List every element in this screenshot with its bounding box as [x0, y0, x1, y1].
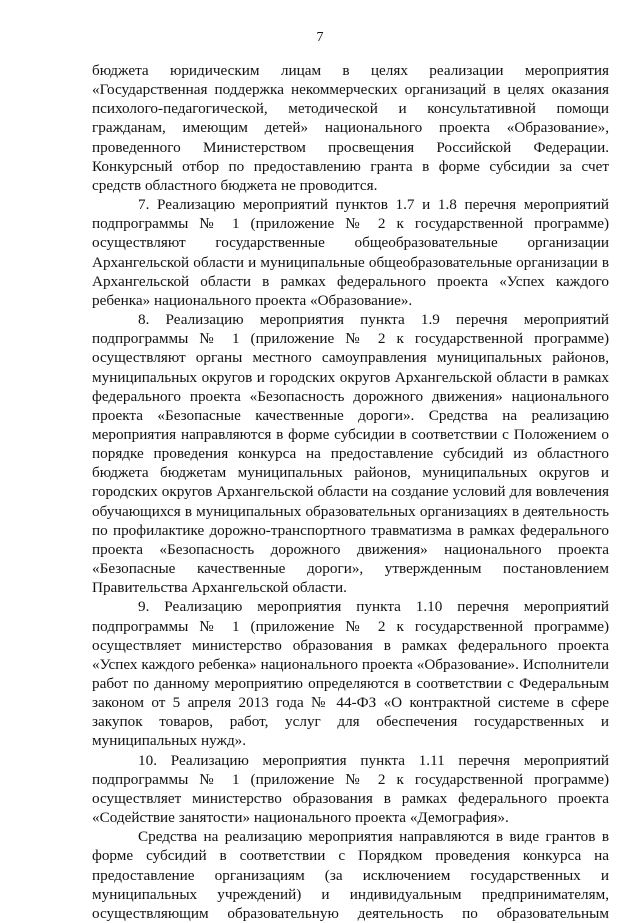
paragraph-funding: Средства на реализацию мероприятия направляются в виде грантов в форме субсидий в соответствии с Порядком проведения конкурса на предоставление организациям (за исключением государственных и муниципальных учреждений) и индивидуальным предпринимателям, осуществляющим образовательную деятельность по образовательным — [92, 828, 609, 922]
paragraph-item-8: 8. Реализацию мероприятия пункта 1.9 перечня мероприятий подпрограммы № 1 (приложение № 2 к государственной программе) осуществляют органы местного самоуправления муниципальных районов, муниципальных округов и городских округов Архангельской области в рамках федерального проекта «Безопасность дорожного движения» национального проекта «Безопасные качественные дороги». Средства на реализацию мероприятия направляются в форме субсидии в соответствии с Положением о порядке проведения конкурса на предоставление субсидий из областного бюджета бюджетам муниципальных районов, муниципальных округов и городских округов Архангельской области на создание условий для вовлечения обучающихся в муниципальных образовательных организациях в деятельность по профилактике дорожно-транспортного травматизма в рамках федерального проекта «Безопасность дорожного движения» национального проекта «Безопасные качественные дороги», утвержденным постановлением Правительства Архангельской области. — [92, 311, 609, 597]
document-body — [92, 61, 609, 923]
paragraph-continuation: бюджета юридическим лицам в целях реализации мероприятия «Государственная поддержка некоммерческих организаций в целях оказания психолого-педагогической, методической и консультативной помощи гражданам, имеющим детей» национального проекта «Образование», проведенного Министерством просвещения Российской Федерации. Конкурсный отбор по предоставлению гранта в форме субсидии за счет средств областного бюджета не проводится. — [92, 62, 609, 194]
paragraph-item-9: 9. Реализацию мероприятия пункта 1.10 перечня мероприятий подпрограммы № 1 (приложение № 2 к государственной программе) осуществляет министерство образования в рамках федерального проекта «Успех каждого ребенка» национального проекта «Образование». Исполнители работ по данному мероприятию определяются в соответствии с Федеральным законом от 5 апреля 2013 года № 44-ФЗ «О контрактной системе в сфере закупок товаров, работ, услуг для обеспечения государственных и муниципальных нужд». — [92, 598, 609, 750]
paragraph-item-7: 7. Реализацию мероприятий пунктов 1.7 и 1.8 перечня мероприятий подпрограммы № 1 (приложение № 2 к государственной программе) осуществляют государственные общеобразовательные организации Архангельской области и муниципальные общеобразовательные организации в Архангельской области в рамках федерального проекта «Успех каждого ребенка» национального проекта «Образование». — [92, 196, 609, 309]
paragraph-item-10: 10. Реализацию мероприятия пункта 1.11 перечня мероприятий подпрограммы № 1 (приложение № 2 к государственной программе) осуществляет министерство образования в рамках федерального проекта «Содействие занятости» национального проекта «Демография». — [92, 751, 609, 827]
page-number: 7 — [316, 30, 324, 45]
